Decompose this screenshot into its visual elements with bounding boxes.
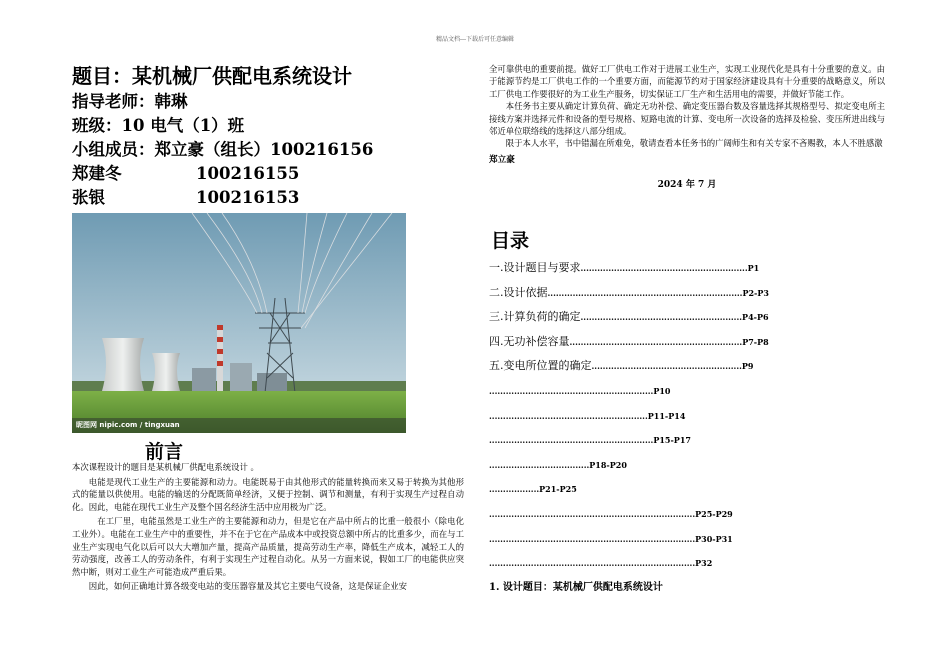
class-line: 班级：10 电气（1）班 [72, 116, 245, 135]
toc-item[interactable] [489, 256, 879, 281]
toc-page: P32 [695, 558, 713, 569]
preface-paragraph: 限于本人水平，书中错漏在所难免，敬请查看本任务书的广阔师生和有关专家不吝赐教，本人不胜感激 [505, 138, 883, 149]
cover-header [72, 62, 467, 210]
photo-watermark: 昵图网 nipic.com / tingxuan [76, 421, 180, 429]
members-line: 小组成员：郑立豪（组长）100216156 [72, 140, 374, 159]
toc-title: 目录 [491, 230, 530, 252]
toc-page: P9 [741, 361, 754, 372]
preface-paragraph: 电能是现代工业生产的主要能源和动力。电能既易于由其他形式的能量转换而来又易于转换为其他形式的能量以供使用。电能的输送的分配既简单经济，又便于控制、调节和测量，有利于实现生产过程自动化。因此，电能在现代工业生产及整个国名经济生活中应用极为广泛。 [72, 476, 464, 512]
toc-item[interactable] [489, 379, 879, 404]
preface-continued [489, 63, 885, 190]
advisor-line: 指导老师：韩琳 [72, 92, 188, 111]
preface-paragraph: 本任务书主要从确定计算负荷、确定无功补偿、确定变压器台数及容量选择其规格型号、拟定变电所主接线方案并选择元件和设备的型号规格、短路电流的计算、变电所一次设备的选择及检验、变压所进出线与邻近单位联络线的选择这八部分组成。 [489, 101, 885, 137]
toc-leader: .................. [489, 484, 540, 495]
toc-item[interactable] [489, 428, 879, 453]
member-id: 100216153 [196, 188, 300, 207]
section-heading: 1. 设计题目：某机械厂供配电系统设计 [489, 582, 663, 593]
watermark: 精品文档---下载后可任意编辑 [435, 36, 515, 43]
toc-item[interactable] [489, 330, 879, 355]
toc-item[interactable] [489, 305, 879, 330]
preface-paragraph: 在工厂里，电能虽然是工业生产的主要能源和动力，但是它在产品中所占的比重一般很小（除电化工业外）。电能在工业生产中的重要性，并不在于它在产品成本中或投资总额中所占的比重多少，而在与工业生产实现电气化以后可以大大增加产量，提高产品质量，提高劳动生产率，降低生产成本，减轻工人的劳动强度，改善工人的劳动条件，有利于实现生产过程自动化。从另一方面来说，假如工厂的电能供应突然中断，则对工业生产可能造成严重后果。 [72, 516, 464, 577]
toc-item[interactable] [489, 404, 879, 429]
toc-page: P10 [653, 385, 671, 396]
toc-leader: .............................................................. [569, 336, 743, 347]
toc-label: 一.设计题目与要求 [489, 261, 581, 274]
toc-page: P2-P3 [742, 287, 769, 298]
toc-item[interactable] [489, 502, 879, 527]
preface-paragraph: 因此，如何正确地计算各级变电站的变压器容量及其它主要电气设备，这是保证企业安 [88, 581, 408, 592]
member-row [72, 186, 467, 210]
toc-page: P1 [747, 263, 760, 273]
preface-paragraph: 本次课程设计的题目是某机械厂供配电系统设计 。 [72, 462, 259, 472]
toc-label: 四.无功补偿容量 [489, 334, 570, 348]
toc-item[interactable] [489, 551, 879, 576]
toc-page: P4-P6 [742, 312, 769, 323]
toc-leader: .................................... [489, 459, 590, 470]
toc-page: P25-P29 [695, 508, 733, 519]
toc-page: P7-P8 [742, 336, 769, 347]
member-id: 100216155 [196, 164, 300, 183]
toc-leader: ......................................................... [489, 410, 648, 421]
toc-leader: .......................................................... [580, 312, 743, 323]
date: 2024 年 7 月 [657, 179, 717, 190]
toc-page: P18-P20 [589, 459, 627, 470]
toc-page: P30-P31 [695, 533, 733, 544]
member-name: 张银 [72, 188, 105, 207]
toc-leader: ........................................................... [489, 385, 654, 396]
author: 郑立豪 [489, 154, 515, 165]
toc-page: P11-P14 [647, 410, 686, 421]
toc-item[interactable] [489, 453, 879, 478]
toc-leader: ...................................................................... [547, 287, 743, 298]
doc-title: 题目：某机械厂供配电系统设计 [72, 64, 352, 88]
toc-leader: .......................................................................... [489, 533, 696, 544]
toc-page: P15-P17 [653, 435, 691, 446]
toc-item[interactable] [489, 281, 879, 306]
power-plant-photo [72, 213, 406, 433]
member-row [72, 162, 467, 186]
toc-leader: ...................................................... [591, 361, 742, 372]
preface-title: 前言 [145, 441, 184, 463]
preface-body [72, 461, 464, 595]
toc-leader: .......................................................................... [489, 508, 696, 519]
toc-label: 三.计算负荷的确定 [489, 310, 581, 324]
toc-leader: ............................................................ [580, 263, 748, 273]
toc-leader: .......................................................................... [489, 558, 696, 569]
toc-page: P21-P25 [539, 484, 577, 495]
table-of-contents [489, 256, 879, 576]
toc-item[interactable] [489, 477, 879, 502]
toc-leader: ........................................................... [489, 435, 654, 446]
toc-item[interactable] [489, 527, 879, 552]
preface-paragraph: 全可靠供电的重要前提。做好工厂供电工作对于进展工业生产，实现工业现代化是具有十分重要的意义。由于能源节约是工厂供电工作的一个重要方面，而能源节约对于国家经济建设具有十分重要的战略意义，所以工厂供电工作要很好的为工业生产服务，切实保证工厂生产和生活用电的需要，并做好节能工作。 [489, 64, 885, 99]
member-name: 郑建冬 [72, 164, 122, 183]
toc-label: 二.设计依据 [489, 285, 548, 299]
toc-label: 五.变电所位置的确定 [489, 359, 592, 373]
toc-item[interactable] [489, 354, 879, 379]
